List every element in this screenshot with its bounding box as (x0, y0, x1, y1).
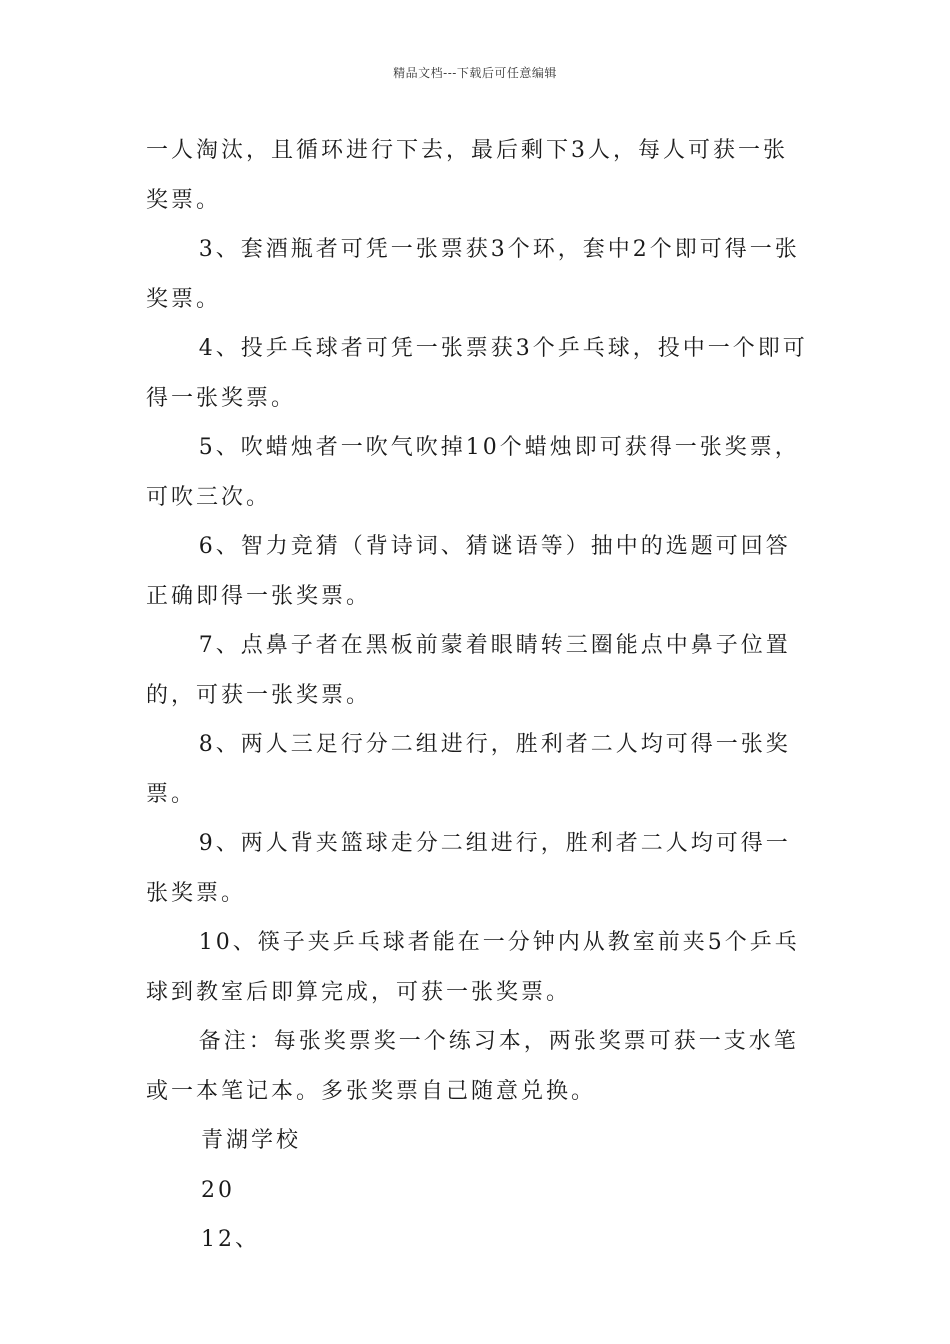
paragraph-item-10: 10、筷子夹乒乓球者能在一分钟内从教室前夹5个乒乓球到教室后即算完成，可获一张奖票。 (146, 930, 800, 1005)
paragraph-item-9: 9、两人背夹篮球走分二组进行，胜利者二人均可得一张奖票。 (146, 831, 791, 906)
paragraph-item-5: 5、吹蜡烛者一吹气吹掉10个蜡烛即可获得一张奖票，可吹三次。 (146, 435, 800, 510)
paragraph-note: 备注：每张奖票奖一个练习本，两张奖票可获一支水笔或一本笔记本。多张奖票自己随意兑换。 (146, 1029, 799, 1104)
paragraph-item-4: 4、投乒乓球者可凭一张票获3个乒乓球，投中一个即可得一张奖票。 (146, 336, 808, 411)
paragraph-item-6: 6、智力竞猜（背诗词、猜谜语等）抽中的选题可回答正确即得一张奖票。 (146, 534, 791, 609)
paragraph-item-3: 3、套酒瓶者可凭一张票获3个环，套中2个即可得一张奖票。 (146, 237, 800, 312)
paragraph-item-8: 8、两人三足行分二组进行，胜利者二人均可得一张奖票。 (146, 732, 791, 807)
paragraph-continued: 一人淘汰，且循环进行下去，最后剩下3人，每人可获一张奖票。 (146, 138, 788, 213)
signature-year: 20 (201, 1177, 235, 1203)
paragraph-item-7: 7、点鼻子者在黑板前蒙着眼睛转三圈能点中鼻子位置的，可获一张奖票。 (146, 633, 791, 708)
page-header: 精品文档---下载后可任意编辑 (393, 66, 557, 80)
document-body (146, 126, 808, 1265)
signature-school: 青湖学校 (201, 1128, 302, 1153)
signature-date: 12、 (201, 1227, 260, 1252)
